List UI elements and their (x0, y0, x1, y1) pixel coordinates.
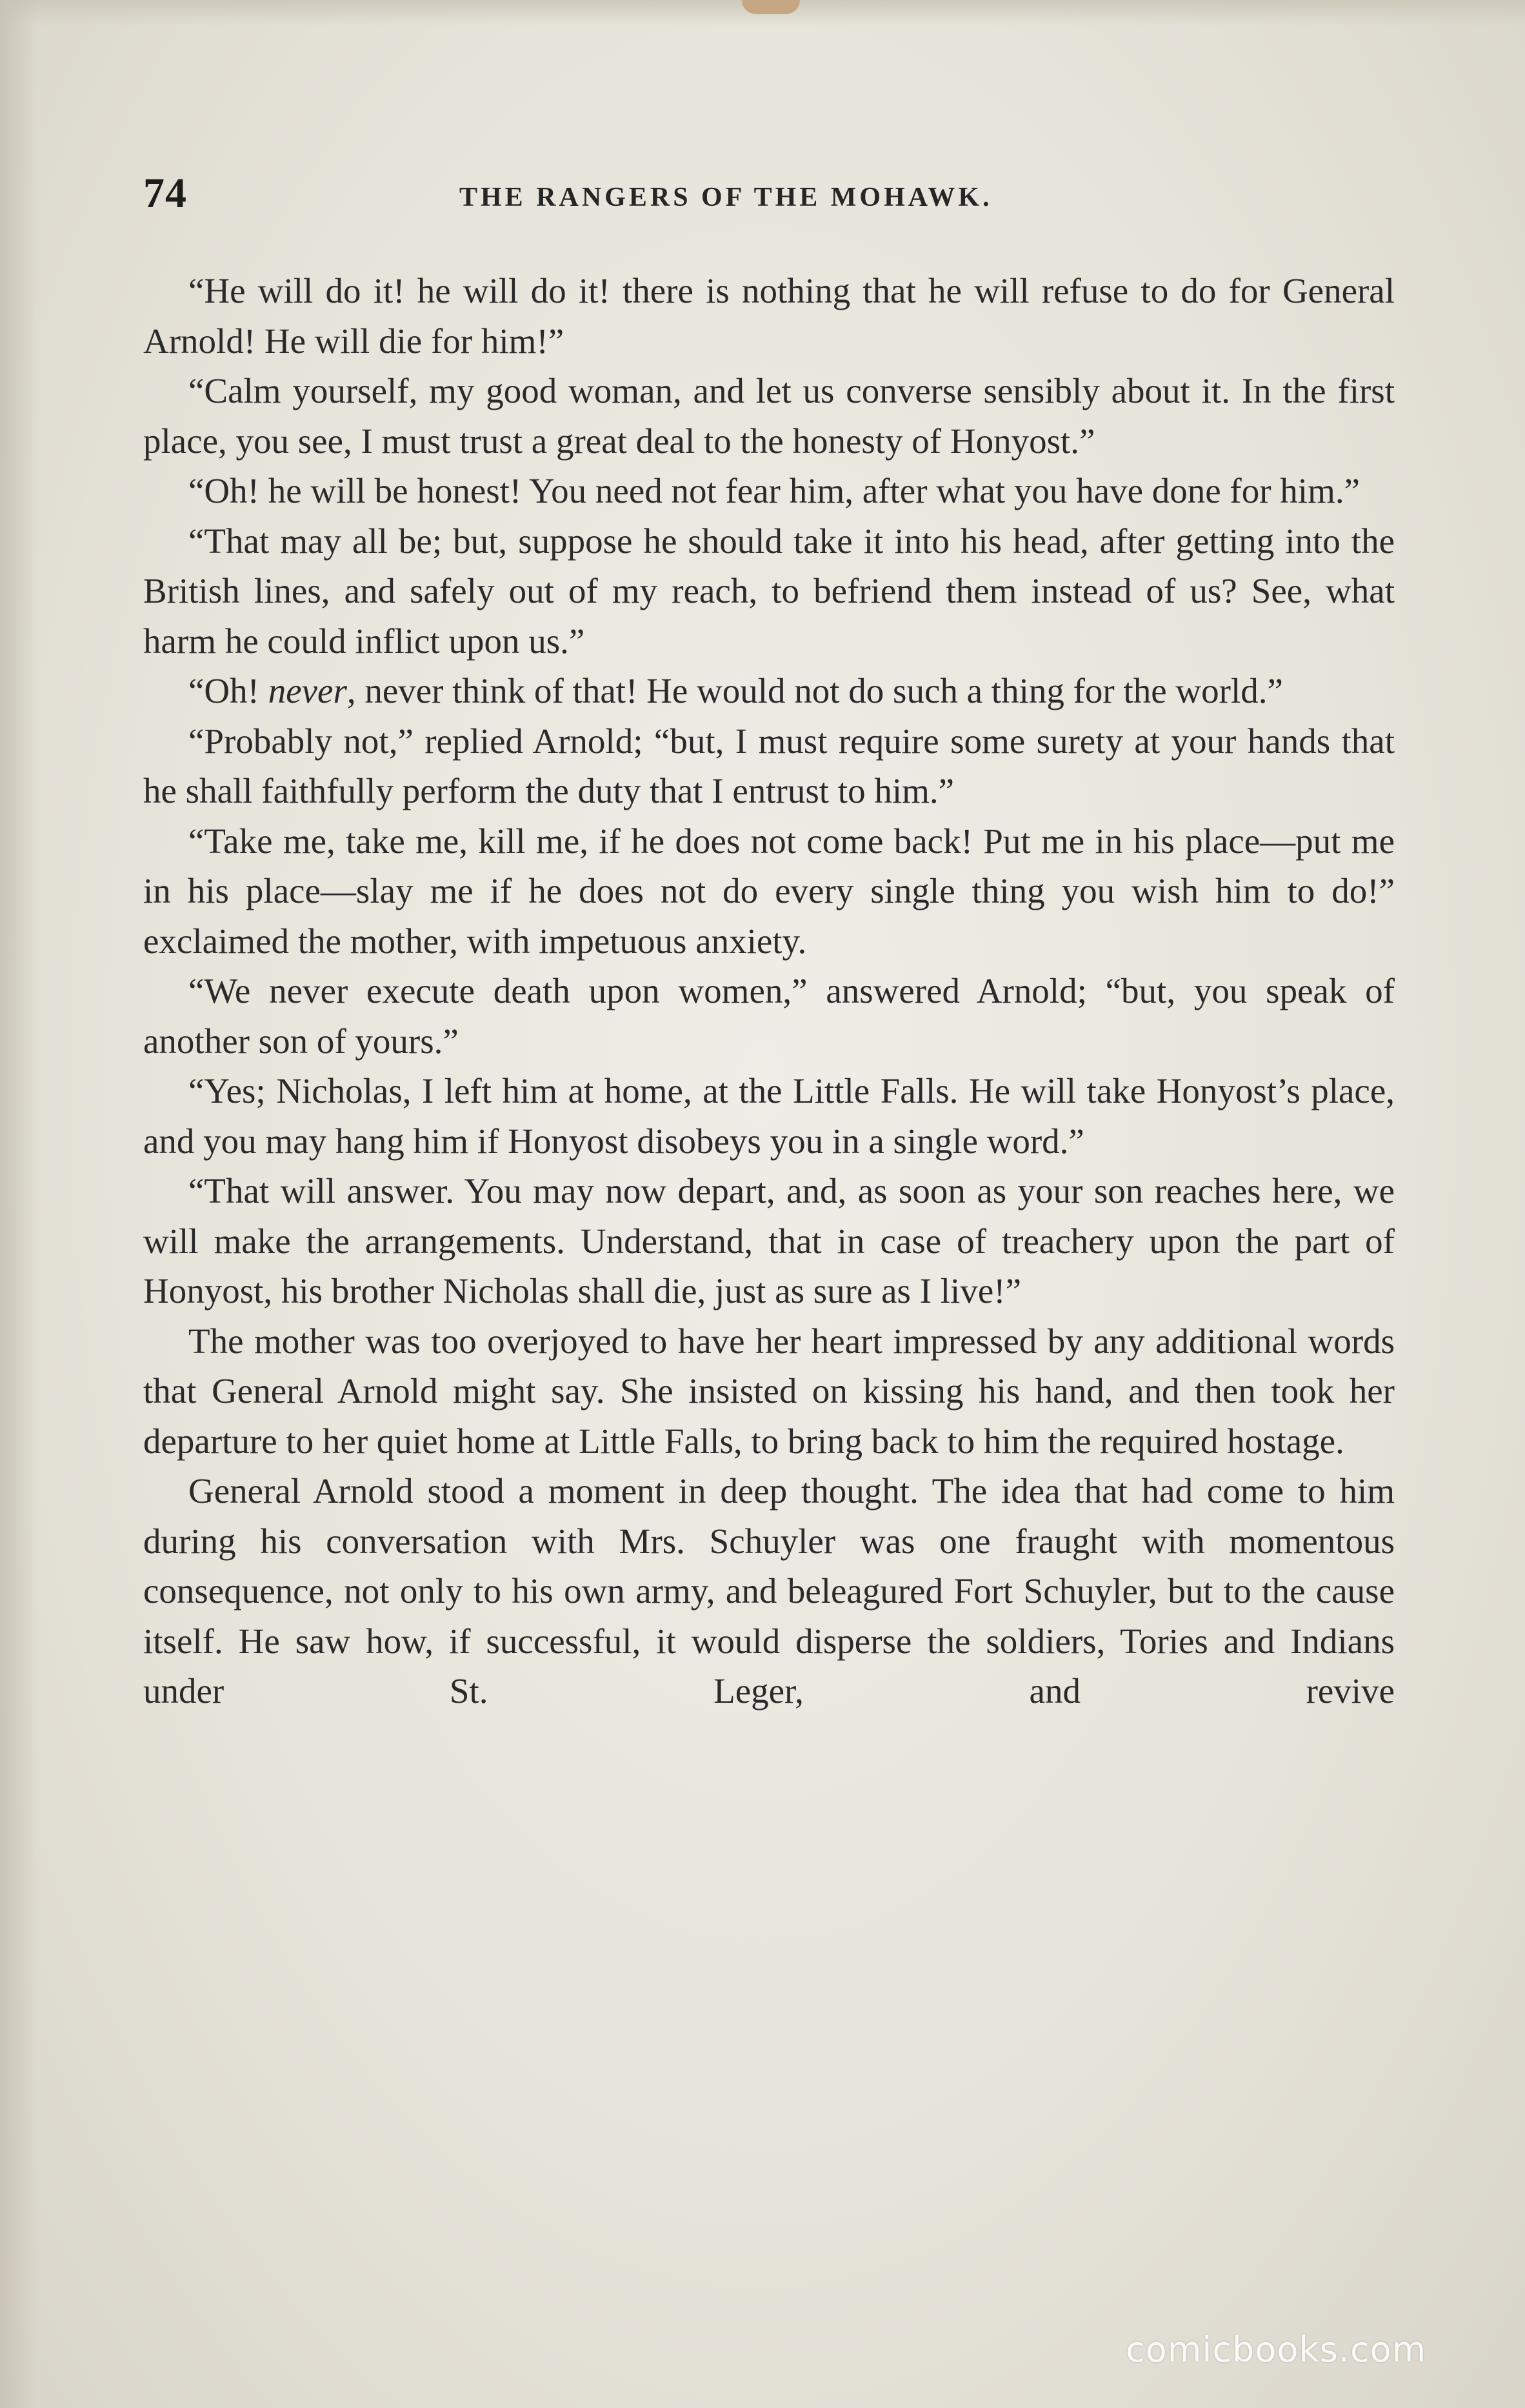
emphasized-word: never (268, 671, 347, 710)
page-header (143, 169, 1395, 221)
paragraph: “That will answer. You may now depart, and, as soon as your son reaches here, we will make the arrangements. Understand, that in case of treachery upon the part of Honyost, his brother Nicholas shall die, just as sure as I live!” (143, 1171, 1395, 1310)
paper-tear-mark (742, 0, 800, 14)
paragraph: “We never execute death upon women,” answered Arnold; “but, you speak of another son of yours.” (143, 971, 1395, 1061)
paragraph: “Probably not,” replied Arnold; “but, I must require some surety at your hands that he shall faithfully perform the duty that I entrust to him.” (143, 721, 1395, 810)
page-shadow-left (0, 0, 39, 2408)
paragraph-with-emphasis: “Oh! never, never think of that! He would not do such a thing for the world.” (188, 671, 1283, 710)
paragraph: The mother was too overjoyed to have her heart impressed by any additional words that General Arnold might say. She insisted on kissing his hand, and then took her departure to her quiet home at Little Falls, to bring back to him the required hostage. (143, 1321, 1395, 1461)
site-watermark: comicbooks.com (1126, 2329, 1427, 2370)
running-title: THE RANGERS OF THE MOHAWK. (459, 183, 993, 212)
paragraph: “Take me, take me, kill me, if he does not come back! Put me in his place—put me in his place—slay me if he does not do every single thing you wish him to do!” exclaimed the mother, with impetuous anxiety. (143, 821, 1395, 961)
paragraph: “That may all be; but, suppose he should take it into his head, after getting into the British lines, and safely out of my reach, to befriend them instead of us? See, what harm he could inflict upon us.” (143, 521, 1395, 661)
body-text (143, 266, 1395, 1716)
paragraph: “Yes; Nicholas, I left him at home, at the Little Falls. He will take Honyost’s place, and you may hang him if Honyost disobeys you in a single word.” (143, 1071, 1395, 1161)
paragraph: “He will do it! he will do it! there is nothing that he will refuse to do for General Arnold! He will die for him!” (143, 271, 1395, 361)
paragraph: “Calm yourself, my good woman, and let us converse sensibly about it. In the first place, you see, I must trust a great deal to the honesty of Honyost.” (143, 371, 1395, 461)
paragraph: “Oh! he will be honest! You need not fear him, after what you have done for him.” (188, 471, 1361, 510)
page-number: 74 (143, 170, 187, 217)
paragraph: General Arnold stood a moment in deep thought. The idea that had come to him during his conversation with Mrs. Schuyler was one fraught with momentous consequence, not only to his own army, and beleagured Fort Schuyler, but to the cause itself. He saw how, if successful, it would disperse the soldiers, Tories and Indians under St. Leger, and revive (143, 1471, 1395, 1711)
